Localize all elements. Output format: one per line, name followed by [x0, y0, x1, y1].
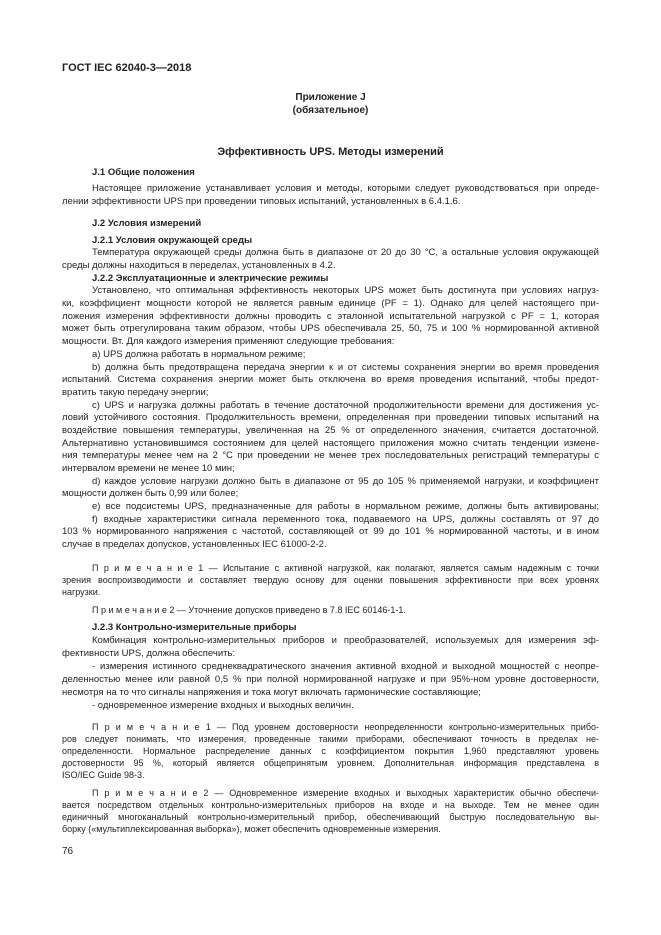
note-j2-2-2: [62, 604, 599, 616]
list-item-b: [62, 362, 599, 400]
text-line: a) UPS должна работать в нормальном режиме;: [92, 348, 306, 360]
text-line: определенности. Нормальное распределение данных с коэффициентом покрытия 1,960 представляют уровень: [62, 746, 599, 756]
note-j2-2-1: [62, 562, 599, 598]
section-j2: [62, 218, 599, 231]
text-line: вается посредством отдельных контрольно-измерительных приборов на входе и на выходе. Тем не менее один: [62, 800, 599, 810]
text-line: Альтернативно установившимся состоянием для целей настоящего приложения можно считать тенденции измене-: [62, 437, 599, 449]
text-line: ния температуры менее чем на 2 °С при проведении не менее трех последовательных регистраций температуры с: [62, 450, 599, 462]
page-title: Эффективность UPS. Методы измерений: [217, 145, 444, 158]
appendix-heading: [62, 146, 599, 159]
text-line: вратить такую передачу энергии;: [62, 386, 209, 398]
text-line: несмотря на то что сигналы напряжения и тока могут включать гармонические составляющие;: [62, 686, 481, 698]
list-item-dash-2: [62, 699, 599, 712]
text-line: мощности. Вт. Для каждого измерения применяют следующие требования:: [62, 336, 395, 348]
list-item-d: [62, 476, 599, 501]
document-code: ГОСТ IEC 62040-3—2018: [62, 62, 192, 74]
text-line: ложения измерения эффективности должны проводить с эталонной испытательной нагрузкой с PF = 1, которая: [62, 310, 599, 322]
text-line: - измерения истинного среднеквадратического значения активной входной и выходной мощностей с неопре-: [92, 660, 599, 672]
text-line: фективности UPS, должна обеспечить:: [62, 647, 236, 659]
text-line: нагрузки.: [62, 587, 101, 597]
text-line: случае в пределах допусков, установленных IEC 61000-2-2.: [62, 539, 327, 551]
list-item-c: [62, 400, 599, 476]
text-line: 103 % нормированного напряжения с частотой, составляющей от 99 до 101 % нормированной частоты, и в ином: [62, 526, 599, 538]
text-line: достоверности 95 %, который является общепринятым уровнем. Дополнительная информация представлена в: [62, 758, 599, 768]
appendix-status: (обязательное): [292, 104, 369, 116]
text-line: c) UPS и нагрузка должны работать в течение достаточной продолжительности времени для достижения ус-: [92, 399, 599, 411]
text-line: может быть отрегулирована таким образом, чтобы UPS обеспечивала 25, 50, 75 и 100 % нормированной активной: [62, 323, 599, 335]
list-item-dash-1: [62, 660, 599, 699]
paragraph-j2-3-intro: [62, 634, 599, 660]
section-heading-j1: J.1 Общие положения: [92, 166, 195, 178]
document-header: [62, 61, 599, 75]
text-line: d) каждое условие нагрузки должно быть в диапазоне от 95 до 105 % применяемой нагрузки, и коэффициент: [92, 475, 599, 487]
text-line: ки, коэффициент мощности которой не является равным единице (PF = 1). Однако для целей настоящего при-: [62, 298, 599, 310]
text-line: П р и м е ч а н и е 2 — Одновременное измерение входных и выходных характеристик обычно обеспечи-: [92, 788, 599, 798]
list-item-a: [62, 349, 599, 362]
text-line: Комбинация контрольно-измерительных приборов и преобразователей, используемых для измерения эф-: [92, 634, 599, 646]
section-heading-j2: J.2 Условия измерений: [92, 217, 202, 229]
text-line: интервалом времени не менее 10 мин;: [62, 463, 235, 475]
section-j1: [62, 167, 599, 180]
text-line: П р и м е ч а н и е 1 — Под уровнем достоверности неопределенности контрольно-измерительных прибо-: [92, 722, 599, 732]
text-line: b) должна быть предотвращена передача энергии к и от системы сохранения энергии во время проведения: [92, 361, 599, 373]
section-heading-j2-2: J.2.2 Эксплуатационные и электрические режимы: [92, 272, 329, 284]
text-line: П р и м е ч а н и е 1 — Испытание с активной нагрузкой, как полагают, является самым надежным с точки: [92, 563, 599, 573]
text-line: ISO/IEC Guide 98-3.: [62, 770, 145, 780]
text-line: испытаний. Система сохранения энергии может быть отключена во время проведения испытаний, чтобы предот-: [62, 374, 599, 386]
page-number: 76: [62, 845, 74, 857]
text-line: П р и м е ч а н и е 2 — Уточнение допусков приведено в 7.8 IEC 60146-1-1.: [92, 605, 406, 615]
section-j2-3: [62, 621, 599, 712]
text-line: Настоящее приложение устанавливает условия и методы, которыми следует руководствоваться при опреде-: [92, 183, 599, 195]
paragraph-j2-2-intro: [62, 285, 599, 348]
list-item-f: [62, 514, 599, 552]
paragraph-j2-1: [62, 247, 599, 272]
text-line: борку («мультиплексированная выборка»), может обеспечить одновременные измерения.: [62, 824, 441, 834]
note-j2-3-1: [62, 721, 599, 781]
text-line: Температура окружающей среды должна быть в диапазоне от 20 до 30 °С, а остальные условия окружающей: [92, 247, 599, 259]
text-line: Установлено, что оптимальная эффективность некоторых UPS может быть достигнута при условиях нагруз-: [92, 285, 599, 297]
sections-j2-1-j2-2: [62, 235, 599, 552]
section-heading-j2-1: J.2.1 Условия окружающей среды: [92, 234, 253, 246]
appendix-label: [62, 91, 599, 117]
appendix-title: Приложение J: [295, 91, 366, 103]
text-line: зрения воспроизводимости и составляет твердую основу для оценки повышения эффективности при всех уровнях: [62, 575, 599, 585]
text-line: мощности должен быть 0,99 или более;: [62, 488, 239, 500]
text-line: единичный многоканальный контрольно-измерительный прибор, обеспечивающий быструю последовательную вы-: [62, 812, 599, 822]
text-line: e) все подсистемы UPS, предназначенные для работы в нормальном режиме, должны быть активированы;: [92, 501, 599, 513]
text-line: среды должны находиться в переделах, установленных в 4.2.: [62, 260, 336, 272]
text-line: деленностью менее или равной 0,5 % при полной нормированной нагрузке и при 95%-ном уровне достоверности,: [62, 673, 599, 685]
text-line: лении эффективности UPS при проведении типовых испытаний, установленных в 6.4.1.6.: [62, 195, 461, 207]
text-line: - одновременное измерение входных и выходных величин.: [92, 699, 354, 711]
note-j2-3-2: [62, 787, 599, 835]
text-line: f) входные характеристики сигнала переменного тока, подаваемого на UPS, должны составлять от 97 до: [92, 513, 599, 525]
page-footer: [62, 845, 599, 858]
text-line: ловий устойчивого состояния. Продолжительность времени, определенная при проведении типовых испытаний на: [62, 412, 599, 424]
section-heading-j2-3: J.2.3 Контрольно-измерительные приборы: [92, 621, 297, 633]
paragraph-j1: [62, 183, 599, 208]
list-item-e: [62, 501, 599, 514]
text-line: ров следует понимать, что измерения, проведенные такими приборами, обеспечивают точность в пределах не-: [62, 734, 599, 744]
text-line: воздействие повышения температуры, увеличенная на 25 % от определенного значения, считается достаточной.: [62, 424, 599, 436]
